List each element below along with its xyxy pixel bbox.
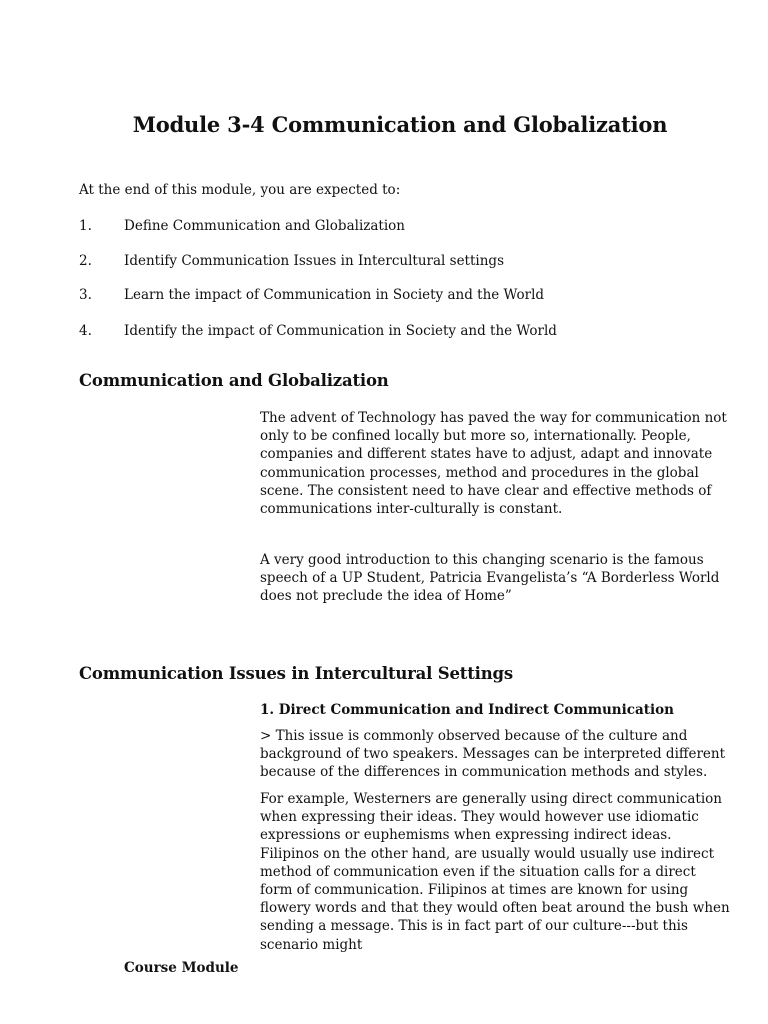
- objective-text: Learn the impact of Communication in Society and the World: [124, 287, 545, 303]
- subheading-direct-indirect: 1. Direct Communication and Indirect Communication: [260, 702, 674, 718]
- footer-course-module: Course Module: [124, 960, 239, 976]
- paragraph-technology: The advent of Technology has paved the way for communication not only to be confined locally but more so, internationally. People, companies and different states have to adjust, adapt and innovate communication processes, method and procedures in the global scene. The consistent need to have clear and effective methods of communications inter-culturally is constant.: [260, 410, 727, 518]
- section-heading-intercultural: Communication Issues in Intercultural Settings: [79, 664, 513, 683]
- section-heading-globalization: Communication and Globalization: [79, 371, 389, 390]
- intro-text: At the end of this module, you are expected to:: [79, 182, 401, 198]
- objective-number: 2.: [79, 253, 92, 269]
- objective-text: Identify Communication Issues in Intercultural settings: [124, 253, 504, 269]
- objective-number: 4.: [79, 323, 92, 339]
- objective-text: Identify the impact of Communication in Society and the World: [124, 323, 557, 339]
- page-title: Module 3-4 Communication and Globalization: [132, 112, 668, 137]
- objective-number: 1.: [79, 218, 92, 234]
- objective-text: Define Communication and Globalization: [124, 218, 405, 234]
- paragraph-speech: A very good introduction to this changing scenario is the famous speech of a UP Student, Patricia Evangelista’s “A Borderless World does not preclude the idea of Home”: [260, 552, 720, 605]
- objective-number: 3.: [79, 287, 92, 303]
- paragraph-issue: > This issue is commonly observed because of the culture and background of two speakers. Messages can be interpreted different because of the differences in communication methods and styles.: [260, 728, 726, 781]
- paragraph-example: For example, Westerners are generally using direct communication when expressing their ideas. They would however use idiomatic expressions or euphemisms when expressing indirect ideas. Filipinos on the other hand, are usually would usually use indirect method of communication even if the situation calls for a direct form of communication. Filipinos at times are known for using flowery words and that they would often beat around the bush when sending a message. This is in fact part of our culture---but this scenario might: [260, 791, 730, 953]
